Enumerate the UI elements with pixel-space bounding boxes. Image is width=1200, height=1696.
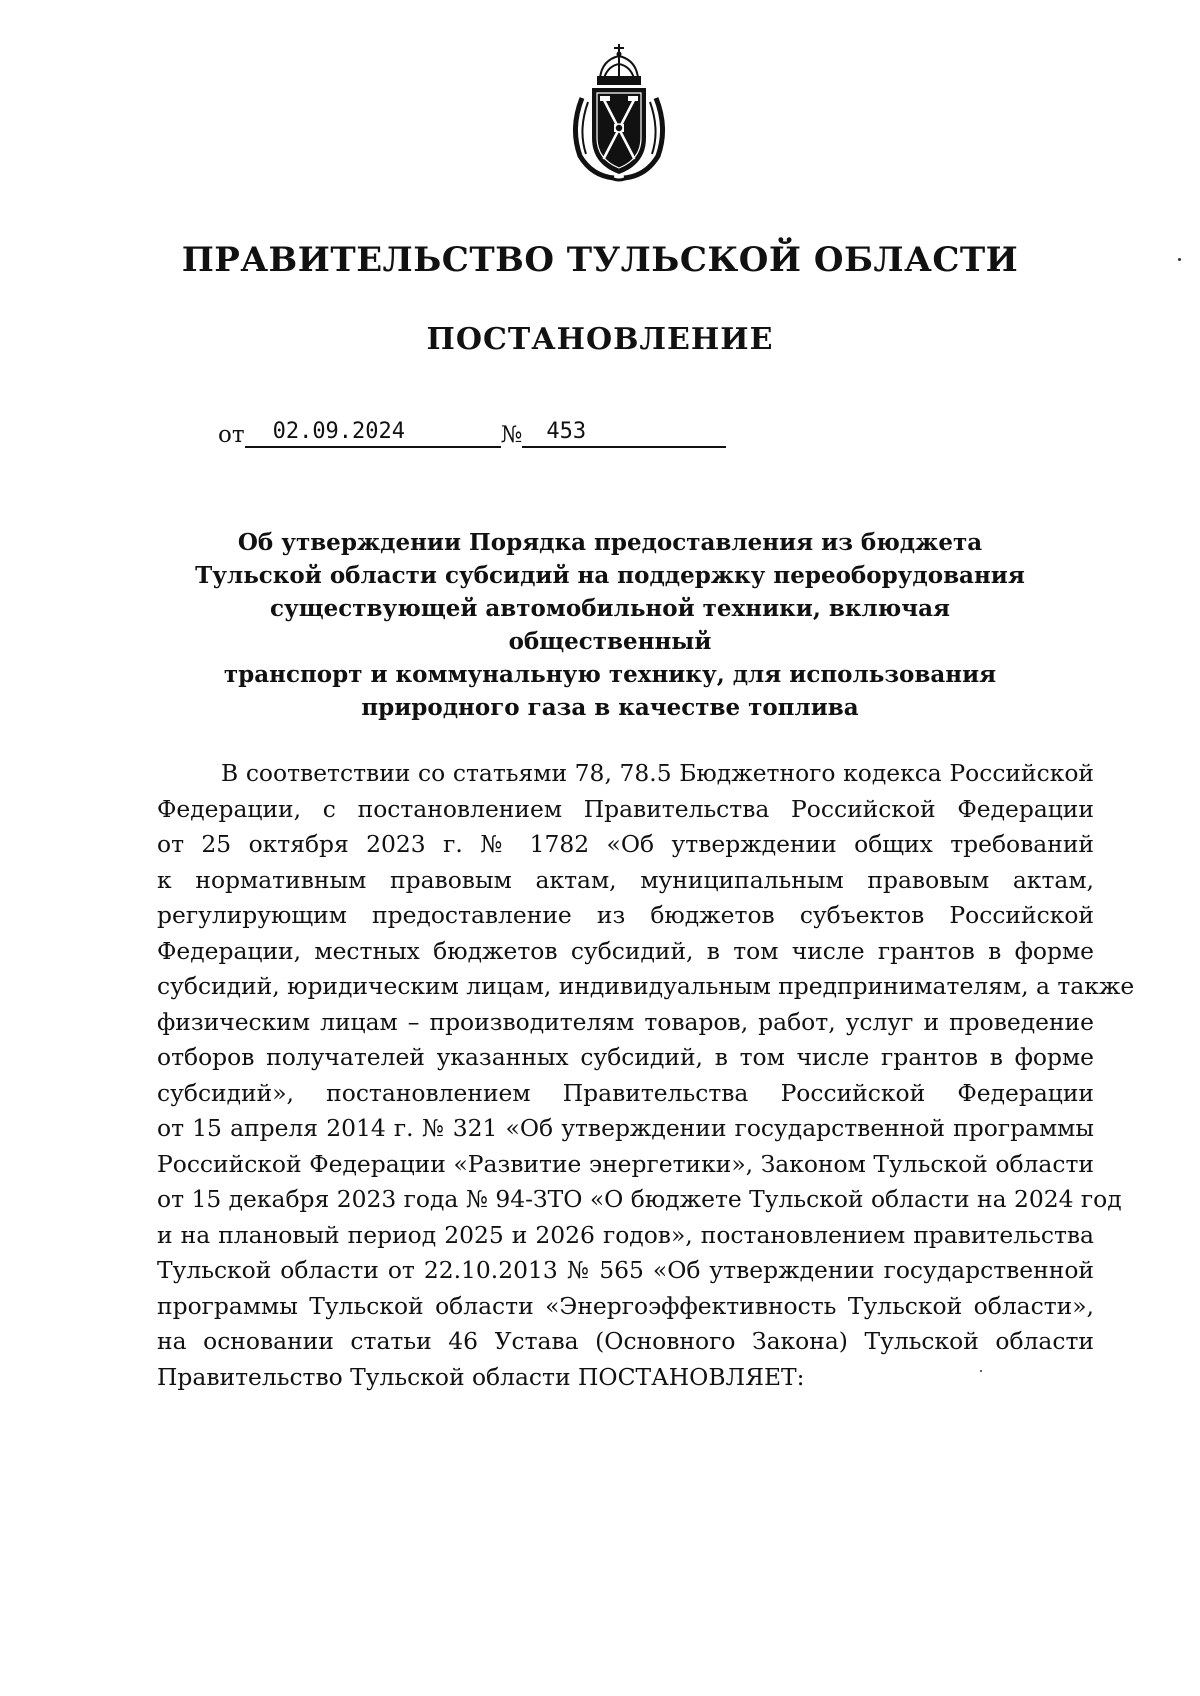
body-line: отборов получателей указанных субсидий, в том числе грантов в форме	[157, 1043, 1094, 1071]
body-line: Тульской области от 22.10.2013 № 565 «Об утверждении государственной	[157, 1256, 1094, 1284]
subject-line: существующей автомобильной техники, включая общественный	[270, 595, 950, 655]
body-line: к нормативным правовым актам, муниципальным правовым актам,	[157, 865, 1094, 894]
date-number-row	[218, 408, 726, 448]
subject-line: Тульской области субсидий на поддержку переоборудования	[195, 562, 1025, 589]
organization-title: ПРАВИТЕЛЬСТВО ТУЛЬСКОЙ ОБЛАСТИ	[181, 240, 1019, 280]
body-line: на основании статьи 46 Устава (Основного Закона) Тульской области	[157, 1327, 1094, 1355]
subject-line: Об утверждении Порядка предоставления из бюджета	[237, 529, 983, 556]
scan-speck	[980, 1370, 982, 1372]
subject-line: транспорт и коммунальную технику, для использования	[223, 661, 997, 688]
body-line: регулирующим предоставление из бюджетов субъектов Российской	[157, 901, 1094, 929]
document-date-value: 02.09.2024	[245, 419, 501, 448]
tula-coat-of-arms-emblem	[564, 38, 674, 188]
scan-speck	[1178, 258, 1181, 261]
number-prefix-label: №	[500, 422, 523, 448]
document-type-heading: ПОСТАНОВЛЕНИЕ	[426, 322, 774, 357]
document-subject	[180, 526, 1040, 724]
document-number-value: 453	[522, 419, 726, 448]
date-prefix-label: от	[218, 422, 245, 448]
body-line: от 25 октября 2023 г. № 1782 «Об утверждении общих требований	[157, 830, 1094, 858]
body-line: от 15 декабря 2023 года № 94-ЗТО «О бюджете Тульской области на 2024 год	[157, 1185, 1122, 1213]
body-paragraph	[157, 756, 1135, 1395]
subject-line: природного газа в качестве топлива	[361, 694, 859, 721]
body-line: программы Тульской области «Энергоэффективность Тульской области»,	[157, 1291, 1094, 1320]
body-line: субсидий, юридическим лицам, индивидуальным предпринимателям, а также	[157, 972, 1135, 1000]
body-line: В соответствии со статьями 78, 78.5 Бюджетного кодекса Российской	[221, 759, 1094, 787]
body-line: Российской Федерации «Развитие энергетики», Законом Тульской области	[157, 1149, 1094, 1178]
body-line: физическим лицам – производителям товаров, работ, услуг и проведение	[157, 1007, 1094, 1036]
body-line: Федерации, местных бюджетов субсидий, в том числе грантов в форме	[157, 936, 1094, 965]
body-line: Федерации, с постановлением Правительства Российской Федерации	[157, 794, 1094, 823]
body-line: от 15 апреля 2014 г. № 321 «Об утверждении государственной программы	[157, 1114, 1094, 1142]
body-line: Правительство Тульской области ПОСТАНОВЛЯЕТ:	[157, 1362, 805, 1391]
body-line: субсидий», постановлением Правительства Российской Федерации	[157, 1078, 1094, 1107]
body-line: и на плановый период 2025 и 2026 годов», постановлением правительства	[157, 1220, 1094, 1249]
